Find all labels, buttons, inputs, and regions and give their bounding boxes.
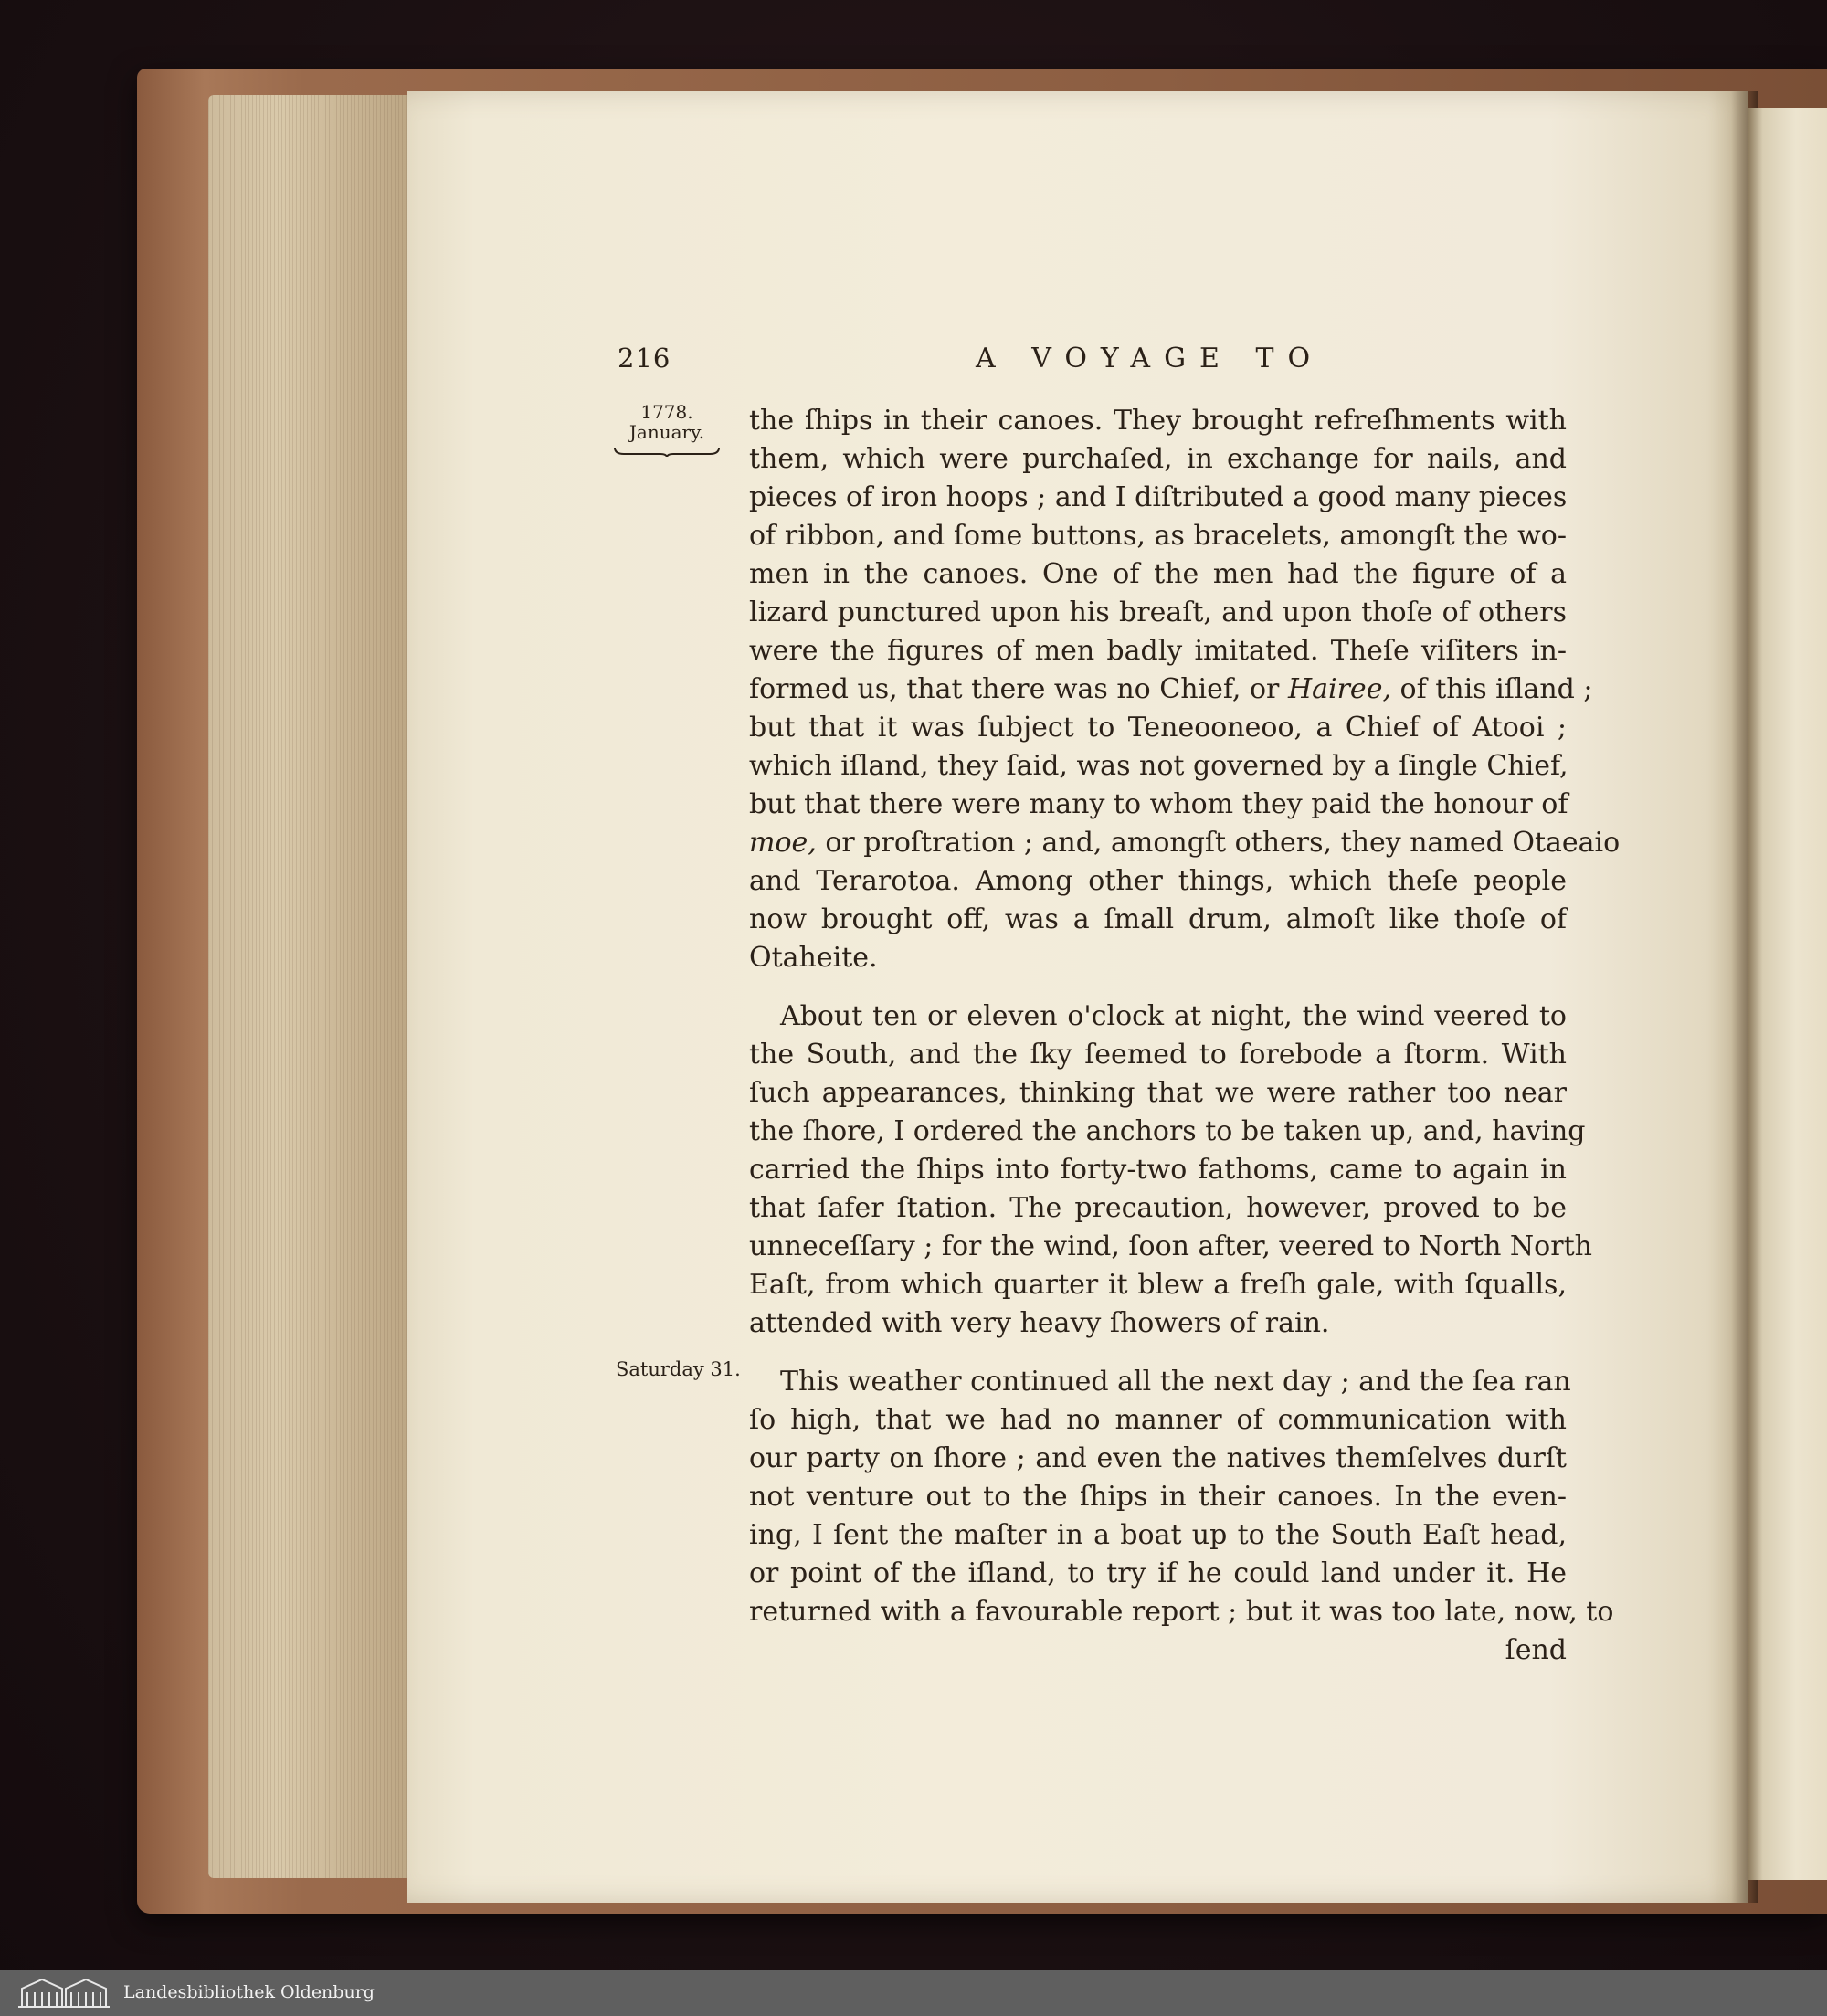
text-line: now brought off, was a ſmall drum, almoſt like thoſe of [749,903,1567,935]
text-line-with-italic [749,670,1593,709]
text-line: returned with a favourable report ; but it was too late, now, to [749,1596,1614,1628]
margin-year: 1778. [640,401,693,423]
catchword: ſend [1505,1634,1567,1666]
text-line: attended with very heavy ſhowers of rain. [749,1307,1330,1339]
text-line: carried the ſhips into forty-two fathoms, came to again in [749,1154,1567,1186]
margin-month: January. [628,421,705,443]
text-line: ſuch appearances, thinking that we were rather too near [749,1077,1567,1109]
text-line: our party on ſhore ; and even the natives themſelves durſt [749,1442,1567,1474]
text-line: About ten or eleven o'clock at night, the wind veered to [780,1000,1567,1032]
margin-saturday: Saturday 31. [616,1358,741,1380]
text-line: Otaheite. [749,942,878,974]
header-title: A VOYAGE TO [976,343,1325,375]
library-name: Landesbibliothek Oldenburg [123,1982,375,2002]
body-text [749,402,1621,1670]
text-segment: or proſtration ; and, amongſt others, they named Otaeaio [825,827,1621,859]
page-number: 216 [618,343,671,374]
text-line-with-italic [749,824,1621,862]
text-line: them, which were purchaſed, in exchange for nails, and [749,443,1567,475]
brace-icon [613,446,721,457]
text-line: the ſhips in their canoes. They brought refreſhments with [749,405,1567,437]
text-line: ing, I ſent the maſter in a boat up to the South Eaſt head, [749,1519,1567,1551]
text-line: This weather continued all the next day ; and the ſea ran [780,1366,1571,1398]
text-line: but that it was ſubject to Teneooneoo, a Chief of Atooi ; [749,712,1567,744]
text-line: the South, and the ſky ſeemed to forebode a ſtorm. With [749,1039,1567,1071]
italic-word-moe: moe, [749,827,817,859]
text-line: lizard punctured upon his breaſt, and upon thoſe of others [749,596,1567,628]
text-segment: of this iſland ; [1399,673,1593,705]
text-line: ſo high, that we had no manner of communication with [749,1404,1567,1436]
footer-bar [0,1970,1827,2016]
text-line: or point of the iſland, to try if he could land under it. He [749,1557,1567,1589]
text-line: unneceſſary ; for the wind, ſoon after, veered to North North [749,1230,1592,1262]
paragraph-gap [749,977,1567,997]
text-line: the ſhore, I ordered the anchors to be taken up, and, having [749,1115,1586,1147]
text-line: pieces of iron hoops ; and I diſtributed a good many pieces [749,481,1568,513]
library-building-icon [15,1976,113,2011]
text-line: but that there were many to whom they paid the honour of [749,788,1568,820]
running-head [0,343,1827,388]
text-line: Eaſt, from which quarter it blew a freſh gale, with ſqualls, [749,1269,1567,1301]
margin-date-note [603,402,731,457]
text-line: not venture out to the ſhips in their canoes. In the even- [749,1481,1567,1513]
text-line: men in the canoes. One of the men had the figure of a [749,558,1567,590]
text-line: and Terarotoa. Among other things, which theſe people [749,865,1567,897]
text-line: which iſland, they ſaid, was not governed by a ſingle Chief, [749,750,1568,782]
text-segment: formed us, that there was no Chief, or [749,673,1280,705]
paragraph-gap [749,1343,1567,1363]
italic-word-hairee: Hairee, [1287,673,1391,705]
text-line: of ribbon, and ſome buttons, as bracelets, amongſt the wo- [749,520,1567,552]
text-line: that ſafer ſtation. The precaution, however, proved to be [749,1192,1567,1224]
text-line: were the figures of men badly imitated. Theſe viſiters in- [749,635,1567,667]
